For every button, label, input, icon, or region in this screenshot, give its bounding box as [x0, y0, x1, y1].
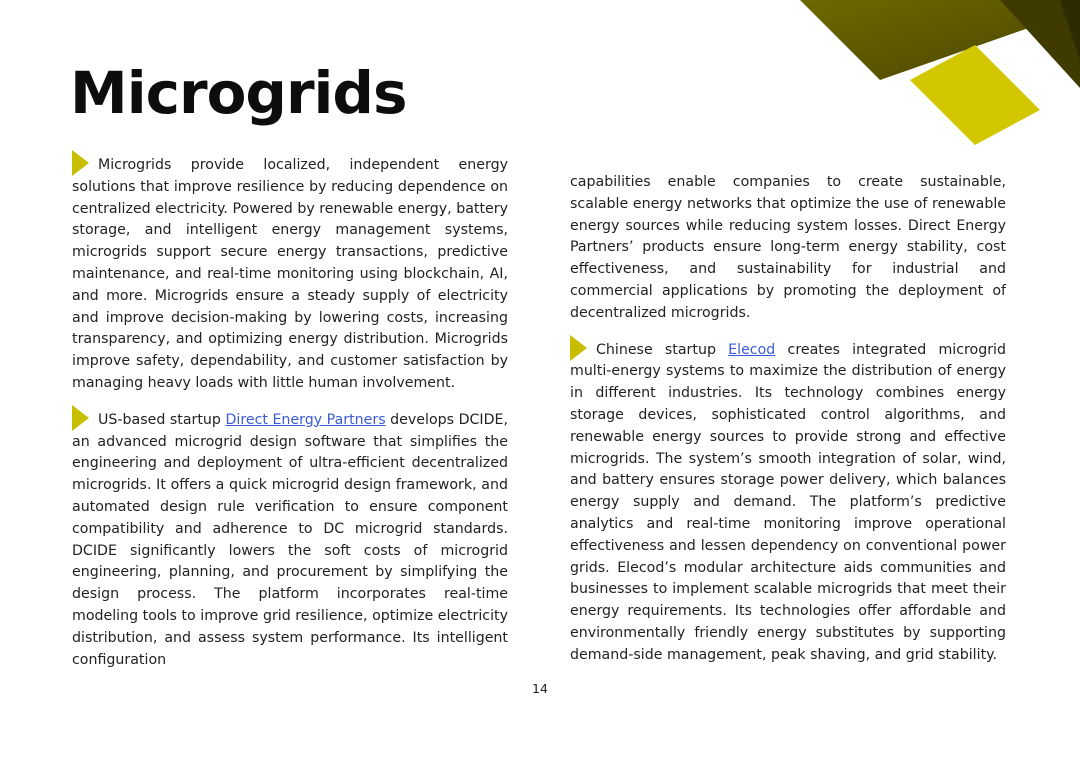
- paragraph-microgrids-intro: [72, 150, 508, 395]
- right-column: [570, 172, 1006, 677]
- dark-olive-band: [1000, 0, 1080, 88]
- yellow-diamond: [910, 45, 1040, 145]
- elecod-link[interactable]: Elecod: [728, 341, 776, 358]
- triangle-bullet-icon: [72, 150, 89, 176]
- paragraph-text-after-link: develops DCIDE, an advanced microgrid design software that simplifies the engineering and deployment of ultra-efficient decentralized microgrids. It offers a quick microgrid design framework, and automated design rule verification to ensure component compatibility and adherence to DC microgrid standards. DCIDE significantly lowers the soft costs of microgrid engineering, planning, and procurement by simplifying the design process. The platform incorporates real-time modeling tools to improve grid resilience, optimize electricity distribution, and assess system performance. Its intelligent configuration: [72, 411, 509, 668]
- paragraph-direct-energy-partners-continued: capabilities enable companies to create sustainable, scalable energy networks that optimize the use of renewable energy sources while reducing system losses. Direct Energy Partners’ products ensure long-term energy stability, cost effectiveness, and sustainability for industrial and commercial applications by promoting the deployment of decentralized microgrids.: [570, 174, 1006, 321]
- page-number: 14: [532, 681, 548, 696]
- paragraph-text-before-link: Chinese startup: [596, 341, 729, 358]
- olive-right-strip: [1060, 0, 1080, 60]
- page-title: Microgrids: [70, 59, 407, 127]
- paragraph-elecod: [570, 335, 1006, 667]
- left-column: [72, 150, 508, 681]
- dark-olive-triangle: [800, 0, 1080, 80]
- paragraph-text-after-link: creates integrated microgrid multi-energy systems to maximize the distribution of energy in different industries. Its technology combines energy storage devices, sophisticated control algorithms, and renewable energy sources to provide strong and effective microgrids. The system’s smooth integration of solar, wind, and battery ensures storage power delivery, which balances energy supply and demand. The platform’s predictive analytics and real-time monitoring improve operational effectiveness and lessen dependency on conventional power grids. Elecod’s modular architecture aids communities and businesses to implement scalable microgrids that meet their energy requirements. Its technologies offer affordable and environmentally friendly energy substitutes by supporting demand-side management, peak shaving, and grid stability.: [570, 341, 1006, 663]
- paragraph-text-before-link: US-based startup: [98, 411, 226, 428]
- paragraph-direct-energy-partners: [72, 405, 508, 672]
- paragraph-text: Microgrids provide localized, independent energy solutions that improve resilience by reducing dependence on centralized electricity. Powered by renewable energy, battery storage, and intelligent energy management systems, microgrids support secure energy transactions, predictive maintenance, and real-time monitoring using blockchain, AI, and more. Microgrids ensure a steady supply of electricity and improve decision-making by lowering costs, increasing transparency, and optimizing energy distribution. Microgrids improve safety, dependability, and customer satisfaction by managing heavy loads with little human involvement.: [72, 157, 508, 391]
- triangle-bullet-icon: [570, 335, 587, 361]
- triangle-bullet-icon: [72, 405, 89, 431]
- direct-energy-partners-link[interactable]: Direct Energy Partners: [225, 411, 386, 428]
